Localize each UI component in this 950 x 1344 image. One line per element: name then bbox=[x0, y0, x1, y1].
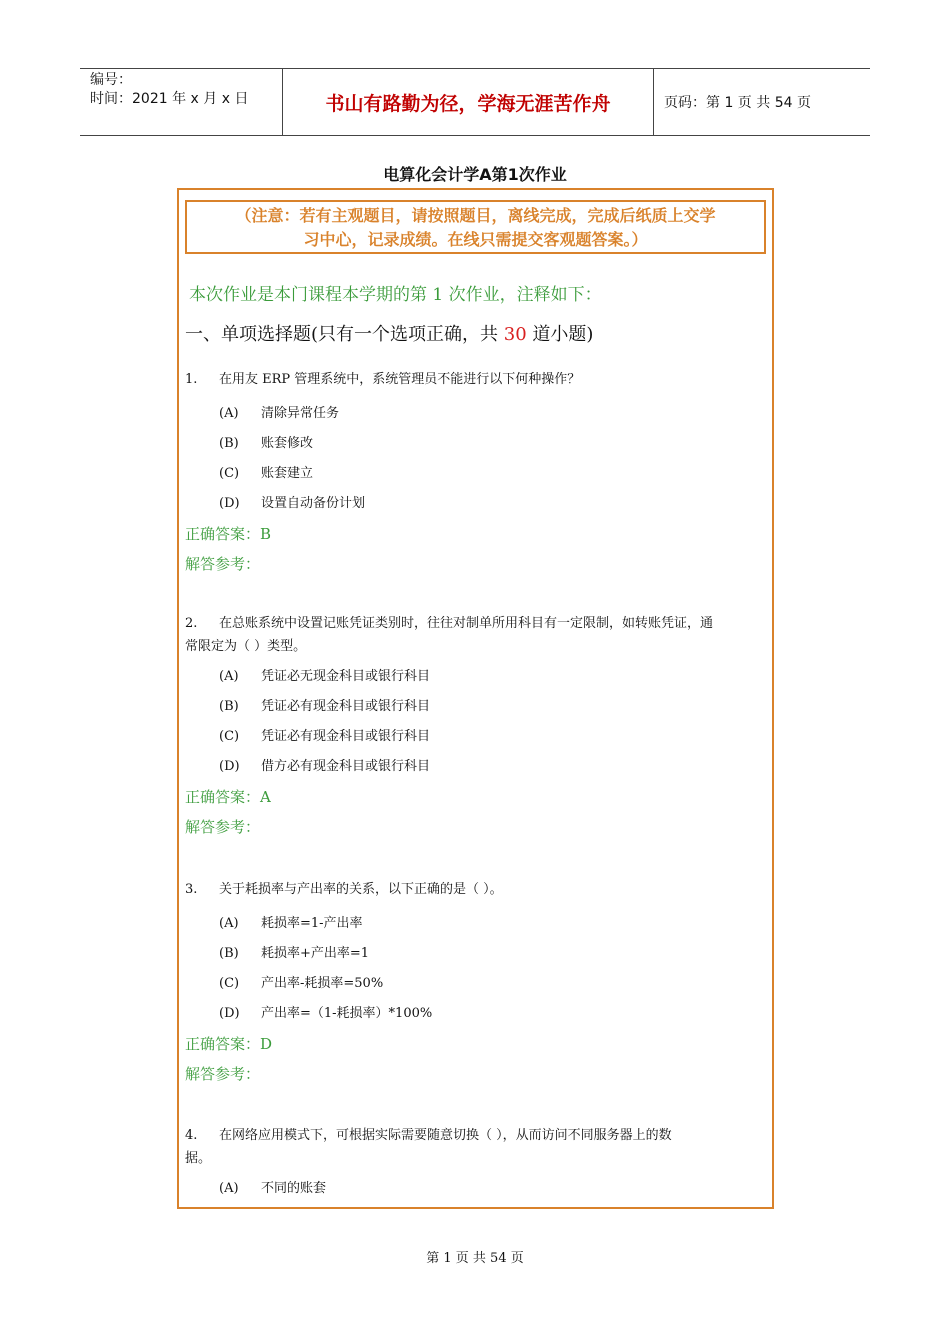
question-text bbox=[185, 368, 765, 391]
header-motto: 书山有路勤为径，学海无涯苦作舟 bbox=[282, 69, 654, 135]
option-text: 设置自动备份计划 bbox=[261, 496, 366, 511]
option-label: (B) bbox=[219, 699, 239, 714]
number-label: 编号： bbox=[90, 72, 132, 88]
option-text: 凭证必无现金科目或银行科目 bbox=[261, 669, 431, 684]
option-text: 清除异常任务 bbox=[261, 406, 340, 421]
option-b[interactable] bbox=[185, 692, 765, 722]
option-label: (C) bbox=[219, 466, 240, 481]
question-number: 3. bbox=[185, 882, 198, 897]
option-b[interactable] bbox=[185, 429, 765, 459]
page-footer: 第 1 页 共 54 页 bbox=[426, 1251, 524, 1266]
option-label: (A) bbox=[219, 669, 239, 684]
option-text: 产出率=（1-耗损率）*100% bbox=[261, 1006, 433, 1021]
question-number: 2. bbox=[185, 616, 198, 631]
option-b[interactable] bbox=[185, 939, 765, 969]
option-c[interactable] bbox=[185, 459, 765, 489]
option-c[interactable] bbox=[185, 969, 765, 999]
time-label: 时间：2021 年 x 月 x 日 bbox=[90, 91, 249, 107]
option-label: (C) bbox=[219, 976, 240, 991]
option-text: 凭证必有现金科目或银行科目 bbox=[261, 729, 431, 744]
question-body: 关于耗损率与产出率的关系，以下正确的是（ ）。 bbox=[219, 882, 503, 897]
option-label: (D) bbox=[219, 759, 240, 774]
option-text: 凭证必有现金科目或银行科目 bbox=[261, 699, 431, 714]
question-body-line-1: 在总账系统中设置记账凭证类别时，往往对制单所用科目有一定限制，如转账凭证，通 bbox=[219, 616, 714, 631]
option-label: (C) bbox=[219, 729, 240, 744]
notice-box bbox=[185, 200, 766, 254]
question-number: 4. bbox=[185, 1128, 198, 1143]
question-body-line-1: 在网络应用模式下，可根据实际需要随意切换（ ），从而访问不同服务器上的数 bbox=[219, 1128, 672, 1143]
question-body: 在用友 ERP 管理系统中，系统管理员不能进行以下何种操作？ bbox=[219, 372, 581, 387]
question-1 bbox=[185, 368, 765, 579]
option-label: (A) bbox=[219, 1181, 239, 1196]
question-text bbox=[185, 878, 765, 901]
option-label: (D) bbox=[219, 1006, 240, 1021]
option-label: (B) bbox=[219, 946, 239, 961]
question-body-line-2: 常限定为（ ）类型。 bbox=[185, 639, 307, 654]
option-a[interactable] bbox=[185, 909, 765, 939]
option-d[interactable] bbox=[185, 752, 765, 782]
notice-line-1: （注意：若有主观题目，请按照题目，离线完成，完成后纸质上交学 bbox=[235, 206, 716, 225]
section-suffix: 道小题) bbox=[526, 324, 594, 345]
option-d[interactable] bbox=[185, 489, 765, 519]
question-text bbox=[185, 1124, 765, 1147]
assignment-frame bbox=[177, 188, 774, 1209]
option-text: 账套修改 bbox=[261, 436, 314, 451]
question-4 bbox=[185, 1124, 765, 1204]
correct-answer: 正确答案：B bbox=[185, 525, 272, 543]
option-label: (A) bbox=[219, 406, 239, 421]
option-text: 耗损率=1-产出率 bbox=[261, 916, 363, 931]
question-number: 1. bbox=[185, 372, 198, 387]
header-page-info: 页码：第 1 页 共 54 页 bbox=[664, 95, 811, 111]
question-body-line-2: 据。 bbox=[185, 1151, 212, 1166]
header-table bbox=[80, 68, 870, 136]
correct-answer: 正确答案：A bbox=[185, 788, 271, 806]
option-text: 借方必有现金科目或银行科目 bbox=[261, 759, 431, 774]
option-d[interactable] bbox=[185, 999, 765, 1029]
correct-answer: 正确答案：D bbox=[185, 1035, 273, 1053]
answer-reference: 解答参考： bbox=[185, 555, 261, 573]
option-a[interactable] bbox=[185, 1174, 765, 1204]
header-meta bbox=[80, 69, 282, 135]
option-text: 账套建立 bbox=[261, 466, 314, 481]
section-prefix: 一、单项选择题(只有一个选项正确，共 bbox=[185, 324, 504, 345]
section-heading bbox=[185, 320, 593, 346]
option-a[interactable] bbox=[185, 662, 765, 692]
answer-reference: 解答参考： bbox=[185, 1065, 261, 1083]
option-a[interactable] bbox=[185, 399, 765, 429]
option-label: (D) bbox=[219, 496, 240, 511]
intro-text: 本次作业是本门课程本学期的第 1 次作业，注释如下： bbox=[189, 285, 602, 305]
option-text: 不同的账套 bbox=[261, 1181, 327, 1196]
option-text: 产出率-耗损率=50% bbox=[261, 976, 384, 991]
question-2 bbox=[185, 612, 765, 842]
document-title: 电算化会计学A第1次作业 bbox=[383, 165, 567, 184]
question-count: 30 bbox=[503, 324, 527, 345]
option-c[interactable] bbox=[185, 722, 765, 752]
notice-line-2: 习中心，记录成绩。在线只需提交客观题答案。） bbox=[303, 230, 648, 249]
question-3 bbox=[185, 878, 765, 1089]
option-label: (A) bbox=[219, 916, 239, 931]
answer-reference: 解答参考： bbox=[185, 818, 261, 836]
option-text: 耗损率+产出率=1 bbox=[261, 946, 370, 961]
option-label: (B) bbox=[219, 436, 239, 451]
question-text bbox=[185, 612, 765, 635]
